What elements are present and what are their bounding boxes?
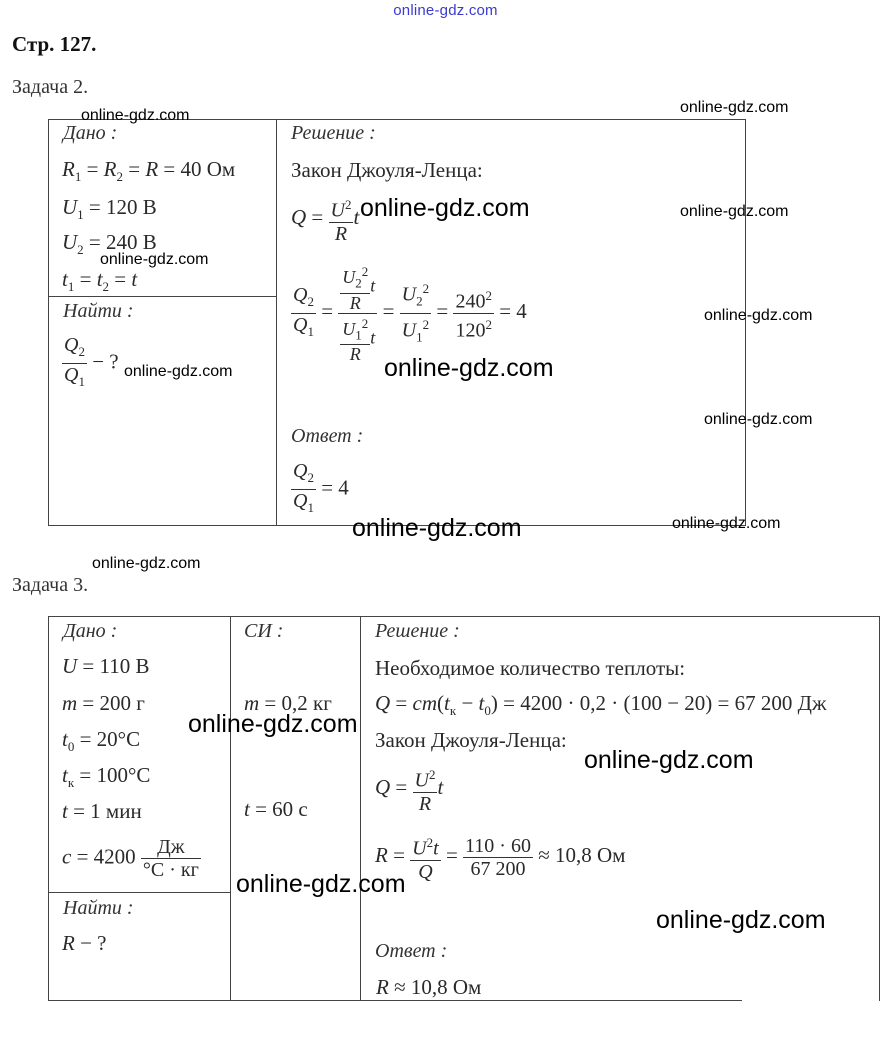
watermark: online-gdz.com: [124, 363, 233, 380]
task2-ratio-den: 120: [455, 319, 486, 342]
watermark: online-gdz.com: [656, 906, 826, 934]
task3-title: Задача 3.: [12, 574, 89, 596]
task2-formula-ratio: $\frac{Q_2}{Q_1}$ = $\frac{U_2^2}{R}$ t $\frac{U_1^2}{R}$ t = $\frac{U_2^2}{U_1^2}$ = $\frac{240^2}{120^2}$ = 4: [293, 264, 527, 365]
task3-given-header: Дано :: [63, 620, 118, 642]
task3-find: R − ?: [62, 931, 107, 955]
task3-given-c: c = 4200 $\frac{Дж}{^\circ С \cdot кг}$: [62, 836, 199, 881]
task3-find-header: Найти :: [63, 897, 134, 919]
task3-given-t: t = 1 мин: [62, 799, 142, 823]
watermark: online-gdz.com: [704, 307, 813, 324]
watermark: online-gdz.com: [352, 514, 522, 542]
watermark: online-gdz.com: [704, 411, 813, 428]
site-header[interactable]: online-gdz.com: [393, 2, 498, 19]
watermark: online-gdz.com: [92, 555, 201, 572]
task2-given-header: Дано :: [63, 122, 118, 144]
task3-law: Закон Джоуля-Ленца:: [375, 728, 567, 752]
task2-answer-value: = 4: [321, 475, 349, 500]
task2-answer: $\frac{Q_2}{Q_1}$ = 4: [291, 460, 349, 519]
watermark: online-gdz.com: [100, 251, 209, 268]
task3-divider-solution: [360, 616, 361, 1001]
watermark: online-gdz.com: [584, 746, 754, 774]
task3-si-m: m = 0,2 кг: [244, 691, 332, 715]
task3-bottom-line: [48, 1000, 742, 1001]
watermark: online-gdz.com: [188, 710, 358, 738]
task2-ratio-result: = 4: [499, 298, 527, 323]
watermark: online-gdz.com: [680, 99, 789, 116]
task3-divider-si: [230, 616, 231, 1001]
watermark: online-gdz.com: [672, 515, 781, 532]
watermark: online-gdz.com: [384, 354, 554, 382]
task2-find-header: Найти :: [63, 300, 134, 322]
task3-heat-text: Необходимое количество теплоты:: [375, 656, 686, 680]
task2-find-tail: − ?: [92, 349, 119, 374]
task3-answer-header: Ответ :: [375, 940, 448, 962]
task2-solution-header: Решение :: [291, 122, 376, 144]
task2-answer-header: Ответ :: [291, 425, 364, 447]
task3-given-m: m = 200 г: [62, 691, 145, 715]
task3-c-unit-den: °С · кг: [142, 859, 199, 881]
task3-formula-q: Q = $\frac{U^2}{R}$ t: [375, 767, 444, 815]
task2-given-divider: [48, 296, 277, 297]
task3-given-u: U = 110 В: [62, 654, 150, 678]
task3-answer: R ≈ 10,8 Ом: [376, 975, 482, 999]
task2-given-u2: $U_2 = 240$ В: [62, 230, 157, 258]
page-title: Стр. 127.: [12, 32, 97, 56]
task3-c-unit-num: Дж: [157, 836, 185, 858]
task3-formula-r: R = $\frac{U^2t}{Q}$ = $\frac{110 \cdot 60}{67 200}$ ≈ 10,8 Ом: [375, 834, 626, 883]
task2-given-t: $t_1 = t_2 = t$: [62, 267, 138, 295]
task3-si-header: СИ :: [244, 620, 284, 642]
task3-r-num: 110 · 60: [465, 834, 531, 857]
watermark: online-gdz.com: [360, 194, 530, 222]
task2-title: Задача 2.: [12, 76, 89, 98]
task2-ratio-num: 240: [455, 290, 486, 313]
task3-si-t: t = 60 с: [244, 797, 308, 821]
task3-r-den: 67 200: [463, 857, 533, 880]
watermark: online-gdz.com: [236, 870, 406, 898]
task3-solution-header: Решение :: [375, 620, 460, 642]
task2-formula-q: Q = $\frac{U^2}{R}$ t: [291, 197, 360, 245]
watermark: online-gdz.com: [81, 107, 190, 124]
task3-given-t0: $t_0 = 20^\circ С$: [62, 727, 141, 755]
task3-heat-formula: $Q = cm(t_к - t_0) = 4200 \cdot 0,2 \cdot (100 - 20) = 67$ 200 Дж: [375, 691, 827, 719]
task2-given-r: $R_1 = R_2 = R = 40$ Ом: [62, 157, 236, 185]
task2-find: $\frac{Q_2}{Q_1}$ − ?: [62, 334, 119, 393]
watermark: online-gdz.com: [680, 203, 789, 220]
task2-law: Закон Джоуля-Ленца:: [291, 158, 483, 182]
task2-given-u1: $U_1 = 120$ В: [62, 195, 157, 223]
task3-given-tk: $t_к = 100^\circ С$: [62, 763, 151, 791]
task3-given-divider: [48, 892, 231, 893]
task3-r-result: ≈ 10,8 Ом: [538, 843, 626, 868]
task2-divider: [276, 119, 277, 525]
